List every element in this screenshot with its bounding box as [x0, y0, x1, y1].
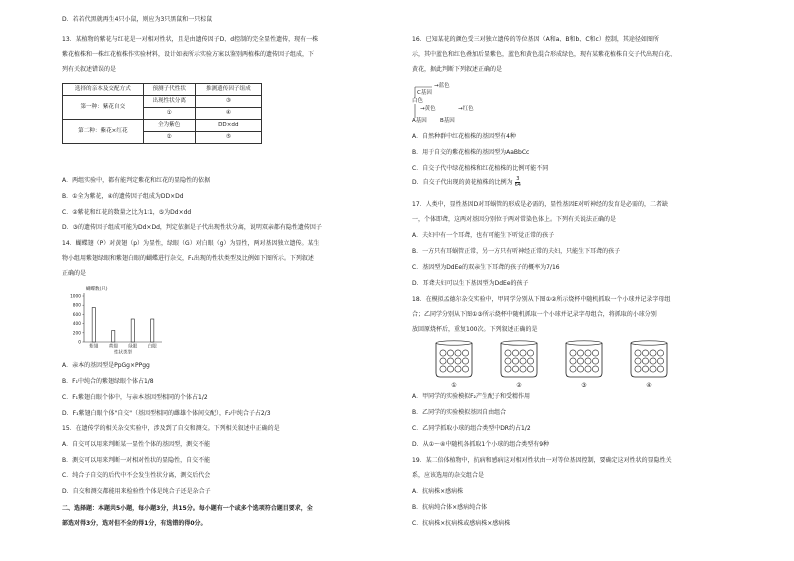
ball: [657, 350, 663, 356]
table-cell: ⑤: [195, 132, 261, 144]
q13-table: [62, 83, 262, 144]
ball: [650, 366, 656, 372]
q13-stem-line-1: 13．某植物的紫花与红花是一对相对性状，且是由遗传因子D、d控制的完全显性遗传，现有一株: [62, 36, 319, 43]
ball: [520, 350, 526, 356]
q14-stem-line-1: 14．蝴蝶翅（P）对黄翅（p）为显性，绿眼（G）对白眼（g）为显性，两对基因独立遗传。某生: [62, 240, 320, 247]
q17-option-a: A．夫妇中有一个耳聋，也有可能生下听觉正常的孩子: [412, 232, 555, 239]
q16-option-b: B．用于自交的紫花植株的基因型为AaBbCc: [412, 149, 530, 156]
ball: [447, 358, 453, 364]
q14-option-b: B．F₁中纯合的紫翅绿眼个体占1/8: [62, 378, 154, 385]
ball: [462, 366, 468, 372]
ball: [527, 358, 533, 364]
q15-stem: 15．在遗传学的相关杂交实验中，涉及到了自交和测交。下列相关叙述中正确的是: [62, 425, 280, 432]
ball: [527, 366, 533, 372]
ball: [455, 366, 461, 372]
q15-option-a: A．自交可以用来判断某一显性个体的基因型，测交不能: [62, 441, 211, 448]
q18-option-b: B．乙同学的实验模拟基因自由组合: [412, 409, 507, 416]
bar-绿眼: [131, 319, 134, 342]
ball: [512, 358, 518, 364]
beaker-rim: [436, 341, 472, 345]
beaker-drawing: [495, 339, 543, 379]
ball: [570, 350, 576, 356]
section-2-heading-line-1: 二、选择题：本题共5小题，每小题3分，共15分。每小题有一个或多个选项符合题目要求，全: [62, 505, 313, 512]
q16-stem-line-2: 示，其中蓝色和红色叠加后显紫色，蓝色和黄色混合形成绿色，现有某紫花植株自交子代出现白花、: [412, 51, 677, 58]
bar-黄翅: [112, 331, 115, 343]
q18-stem-line-3: 放回原烧杯后，重复100次。下列叙述正确的是: [412, 326, 538, 333]
beaker-figure: [430, 339, 700, 387]
beaker-1: [430, 339, 478, 387]
ball: [592, 366, 598, 372]
q14-option-c: C．F₁紫翅白眼个体中，与亲本基因型相同的个体占1/2: [62, 394, 208, 401]
red-label: →红色: [458, 106, 474, 112]
q14-option-a: A．亲本的基因型是PpGg×PPgg: [62, 362, 150, 369]
q14-option-d: D．F₁紫翅白眼个体"自交"（基因型相同的雌雄个体间交配），F₂中纯合子占2/3: [62, 410, 271, 417]
beaker-label: ②: [516, 381, 522, 389]
q18-option-a: A．甲同学的实验模拟F₂产生配子和受精作用: [412, 393, 530, 400]
ball: [585, 358, 591, 364]
q19-option-c: C．抗病株×抗病株或感病株×感病株: [412, 520, 511, 527]
q18-option-d: D．从①～④中随机各抓取1个小球的组合类型有9种: [412, 441, 550, 448]
table-cell: DD×dd: [195, 120, 261, 132]
ball: [585, 350, 591, 356]
ball: [455, 358, 461, 364]
q13-stem-line-3: 列有关叙述错误的是: [62, 66, 117, 73]
ball: [447, 350, 453, 356]
q13-stem-line-2: 紫花植株和一株红花植株作实验材料，设计如表所示实验方案以鉴别两植株的遗传因子组成，下: [62, 51, 315, 58]
ball: [570, 358, 576, 364]
c-gene-label: C基因: [417, 90, 432, 96]
q15-option-d: D．自交和测交都能用来检验性个体是纯合子还是杂合子: [62, 488, 211, 495]
ball: [462, 358, 468, 364]
ball: [570, 366, 576, 372]
ball: [505, 358, 511, 364]
q16-option-c: C．自交子代中绿花植株和红花植株的比例可能不同: [412, 165, 549, 172]
beaker-rim: [501, 341, 537, 345]
q12-option-d: D．若若代黑就再生4只小鼠，则应为3只黑鼠和一只棕鼠: [62, 16, 213, 23]
ball: [592, 358, 598, 364]
a-gene-label: A基因: [412, 118, 427, 124]
table-cell: ①: [143, 108, 195, 120]
ball: [447, 366, 453, 372]
beaker-label: ③: [581, 381, 587, 389]
x-tick-label: 白眼: [147, 344, 157, 350]
ball: [635, 358, 641, 364]
q14-bar-chart: [62, 285, 182, 355]
beaker-drawing: [625, 339, 673, 379]
blue-label: →蓝色: [434, 83, 450, 89]
q16-option-a: A．自然种群中红花植株的基因型有4种: [412, 133, 516, 140]
q15-option-c: C．纯合子自交的后代中不会发生性状分离，测交后代会: [62, 472, 211, 479]
y-tick-label: 600: [72, 312, 81, 318]
y-axis-label: 蝴蝶数(只): [86, 287, 108, 292]
y-tick-label: 800: [72, 303, 81, 309]
ball: [512, 350, 518, 356]
beaker-drawing: [430, 339, 478, 379]
q14-stem-line-2: 物小组用紫翅绿眼和紫翅白眼的蝴蝶进行杂交，F₁出现的性状类型及比例如下图所示。下列叙述: [62, 255, 314, 262]
q13-option-b: B．①全为紫花，④的遗传因子组成为DD×Dd: [62, 193, 184, 200]
table-cell: ③: [195, 96, 261, 108]
table-cell: 全为紫色: [143, 120, 195, 132]
q16-option-d: [412, 177, 521, 189]
y-tick-label: 200: [72, 331, 81, 337]
b-gene-label: B基因: [440, 118, 455, 124]
q16-pathway-diagram: [412, 80, 532, 128]
table-cell: 出现性状分离: [143, 96, 195, 108]
ball: [635, 366, 641, 372]
beaker-rim: [631, 341, 667, 345]
table-cell: ④: [195, 108, 261, 120]
ball: [642, 358, 648, 364]
fraction-numerator: 3: [516, 176, 520, 182]
table-cell: ②: [143, 132, 195, 144]
q18-stem-line-2: 合；乙同学分别从下图①③所示烧杯中随机抓取一个小球并记录字母组合，将抓取的小球分别: [412, 311, 657, 318]
ball: [642, 350, 648, 356]
ball: [520, 366, 526, 372]
section-2-heading-line-2: 部选对得3分，选对但不全的得1分，有选错的得0分。: [62, 520, 207, 527]
x-tick-label: 紫翅: [89, 344, 99, 350]
ball: [440, 358, 446, 364]
q13-option-d: D．③的遗传因子组成可能为Dd×Dd，判定依据是子代出现性状分离，说明双亲都有隐性遗传因子: [62, 224, 322, 231]
ball: [577, 358, 583, 364]
white-label: 白色: [412, 98, 424, 104]
q18-stem-line-1: 18．在模拟孟德尔杂交实验中，甲同学分别从下图①②所示烧杯中随机抓取一个小球并记录字母组: [412, 296, 671, 303]
beaker-label: ④: [646, 381, 652, 389]
ball: [512, 366, 518, 372]
ball: [577, 350, 583, 356]
table-header: 预测子代性状: [143, 84, 195, 96]
beaker-label: ①: [451, 381, 457, 389]
ball: [527, 350, 533, 356]
ball: [520, 358, 526, 364]
ball: [440, 366, 446, 372]
q16-stem-line-1: 16．已知某花的颜色受三对独立遗传的等位基因（A和a、B和b、C和c）控制，其途径如图所: [412, 36, 659, 43]
table-header: 选择的亲本及交配方式: [63, 84, 144, 96]
ball: [657, 358, 663, 364]
yellow-label: →黄色: [420, 106, 436, 112]
ball: [642, 366, 648, 372]
table-cell: 第一种：紫花自交: [63, 96, 144, 120]
q13-option-c: C．②紫花和红花的数量之比为1∶1，⑤为Dd×dd: [62, 209, 192, 216]
y-tick-label: 400: [72, 322, 81, 328]
fraction-denominator: 64: [514, 182, 521, 189]
beaker-4: [625, 339, 673, 387]
q19-option-a: A．抗病株×感病株: [412, 488, 464, 495]
q19-stem-line-1: 19．某二倍体植物中，抗病和感病这对相对性状由一对等位基因控制，要确定这对性状的显隐性关: [412, 457, 672, 464]
q16-option-d-text: D．自交子代出现的黄花植株的比例为: [412, 178, 513, 186]
ball: [585, 366, 591, 372]
q13-option-a: A．两组实验中，都有能判定紫花和红花的显隐性的依据: [62, 177, 211, 184]
q19-option-b: B．抗病纯合体×感病纯合体: [412, 504, 488, 511]
ball: [650, 358, 656, 364]
ball: [455, 350, 461, 356]
q17-stem-line-2: 一，个体即聋，这两对基因分别位于两对常染色体上。下列有关说法正确的是: [412, 216, 617, 223]
beaker-drawing: [560, 339, 608, 379]
ball: [505, 366, 511, 372]
table-cell: 第二种：紫花×红花: [63, 120, 144, 144]
ball: [592, 350, 598, 356]
ball: [650, 350, 656, 356]
y-tick-label: 1000: [70, 294, 81, 300]
table-header: 推测遗传因子组成: [195, 84, 261, 96]
q17-option-c: C．基因型为DdEe的双亲生下耳聋的孩子的概率为7/16: [412, 264, 560, 271]
bar-紫翅: [92, 308, 95, 343]
fraction: [515, 177, 521, 189]
x-tick-label: 绿眼: [128, 344, 138, 350]
x-tick-label: 黄翅: [108, 344, 118, 350]
q17-option-b: B．一方只有耳蜗管正常，另一方只有听神经正常的夫妇，只能生下耳聋的孩子: [412, 248, 621, 255]
beaker-rim: [566, 341, 602, 345]
ball: [440, 350, 446, 356]
ball: [577, 366, 583, 372]
q14-stem-line-3: 正确的是: [62, 270, 87, 277]
ball: [635, 350, 641, 356]
ball: [505, 350, 511, 356]
x-axis-label: 性状类型: [114, 350, 132, 355]
bar-白眼: [151, 319, 154, 342]
y-tick-label: 0: [78, 340, 81, 346]
q18-option-c: C．乙同学抓取小球的组合类型中DR约占1/2: [412, 425, 531, 432]
q15-option-b: B．测交可以用来判断一对相对性状的显隐性，自交不能: [62, 457, 211, 464]
q19-stem-line-2: 系，应该选用的杂交组合是: [412, 472, 485, 479]
ball: [462, 350, 468, 356]
q17-stem-line-1: 17．人类中，显性基因D对耳蜗管的形成是必需的，显性基因E对听神经的发育是必需的，二者缺: [412, 201, 669, 208]
beaker-2: [495, 339, 543, 387]
pathway-lines: [412, 80, 532, 128]
q16-stem-line-3: 黄花，据此判断下列叙述正确的是: [412, 66, 503, 73]
ball: [657, 366, 663, 372]
q17-option-d: D．耳聋夫妇可以生下基因型为DdEe的孩子: [412, 280, 529, 287]
beaker-3: [560, 339, 608, 387]
